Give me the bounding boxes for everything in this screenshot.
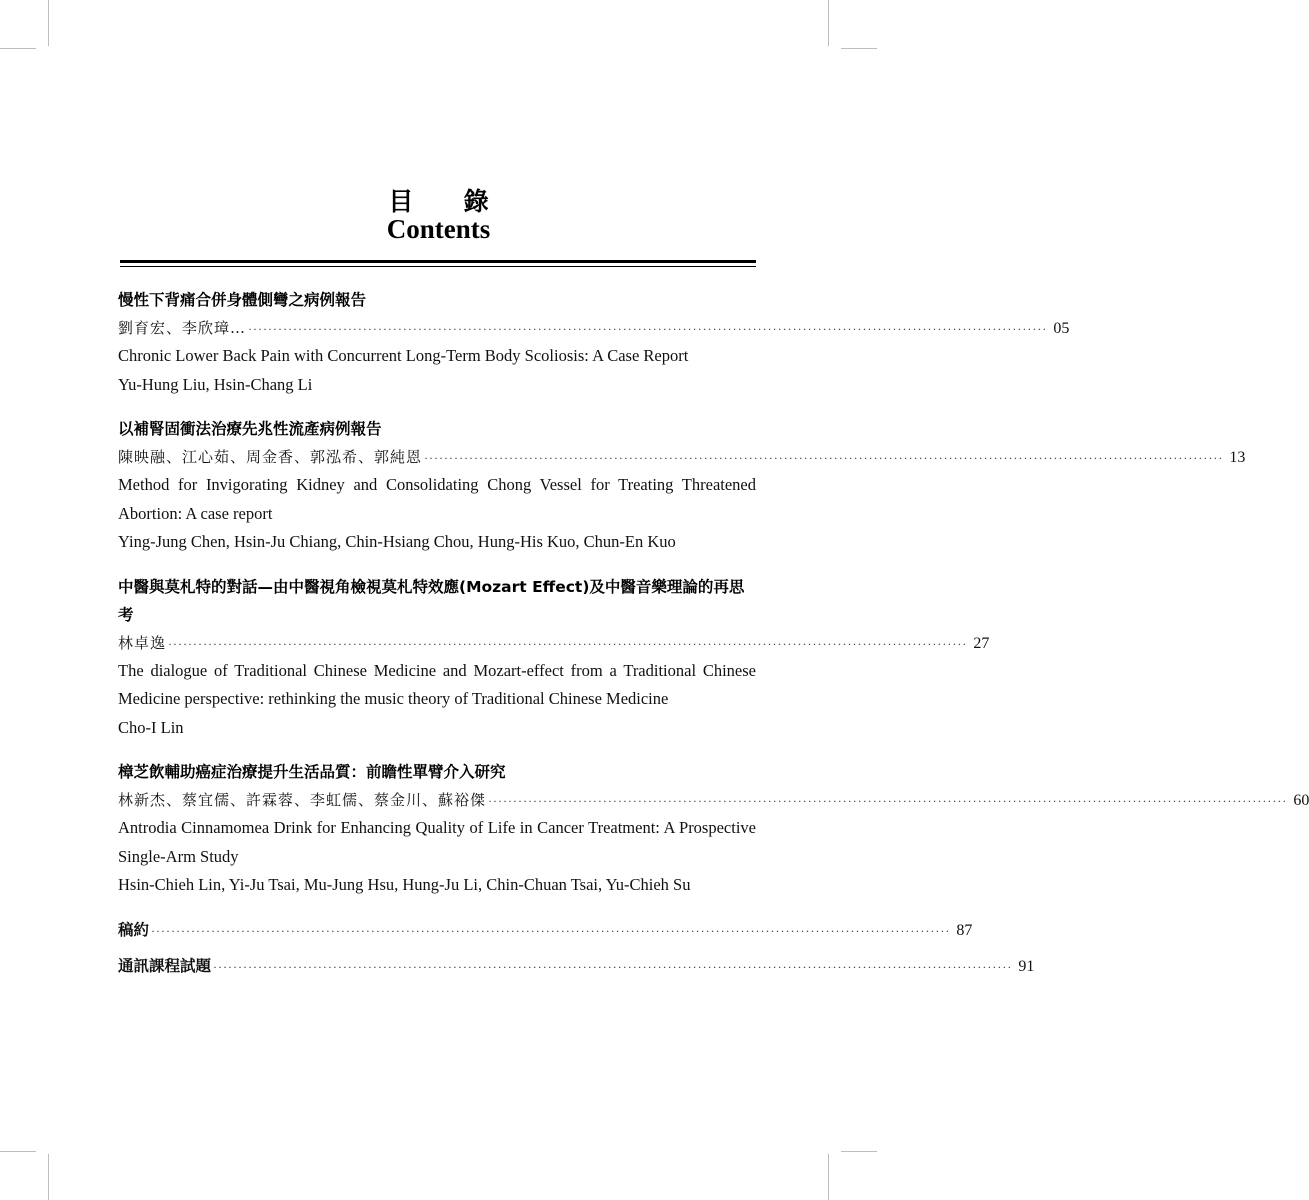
entry-page-number[interactable]: 13 — [1229, 449, 1246, 466]
entry-page-number[interactable]: 27 — [973, 634, 990, 652]
title-divider-thin — [120, 266, 756, 267]
dot-leader: ································································································································································ — [151, 923, 951, 938]
dot-leader: ································································································································································ — [424, 451, 1224, 465]
entry-authors-english: Hsin-Chieh Lin, Yi-Ju Tsai, Mu-Jung Hsu, Hung-Ju Li, Chin-Chuan Tsai, Yu-Chieh Su — [118, 875, 691, 894]
entry-authors-chinese: 劉育宏、李欣璋… — [118, 319, 247, 337]
misc-item-page-number[interactable]: 91 — [1018, 957, 1035, 975]
toc-entry — [118, 415, 1246, 557]
entry-title-chinese[interactable]: 慢性下背痛合併身體側彎之病例報告 — [118, 291, 367, 309]
entry-authors-english: Cho-I Lin — [118, 717, 184, 737]
entry-authors-chinese: 林卓逸 — [118, 633, 167, 652]
misc-item-label[interactable]: 通訊課程試題 — [118, 956, 212, 975]
misc-item-page-number[interactable]: 87 — [956, 921, 973, 939]
entry-authors-english: Ying-Jung Chen, Hsin-Ju Chiang, Chin-Hsiang Chou, Hung-His Kuo, Chun-En Kuo — [118, 532, 676, 551]
toc-entry — [118, 573, 990, 743]
crop-mark — [48, 1154, 49, 1200]
entry-page-number[interactable]: 05 — [1053, 320, 1070, 337]
page-title-chinese: 目 錄 — [388, 189, 511, 216]
entry-title-english[interactable]: Method for Invigorating Kidney and Consolidating Chong Vessel for Treating Threatened Abortion: A case report — [118, 475, 756, 523]
entry-author-line — [118, 443, 1246, 471]
entry-authors-english: Yu-Hung Liu, Hsin-Chang Li — [118, 374, 313, 394]
entry-title-english[interactable]: The dialogue of Traditional Chinese Medicine and Mozart-effect from a Traditional Chinese Medicine perspective: rethinking the music theory of Traditional Chinese Medicine — [118, 660, 756, 708]
crop-mark — [841, 48, 877, 49]
entry-authors-chinese: 林新杰、蔡宜儒、許霖蓉、李虹儒、蔡金川、蘇裕傑 — [118, 791, 487, 809]
dot-leader: ································································································································································ — [168, 636, 968, 651]
dot-leader: ································································································································································ — [248, 322, 1048, 336]
entry-page-number[interactable]: 60 — [1293, 792, 1309, 809]
toc-entry — [118, 286, 1070, 399]
entry-author-line — [118, 786, 1309, 814]
entry-title-english[interactable]: Antrodia Cinnamomea Drink for Enhancing Quality of Life in Cancer Treatment: A Prospective Single-Arm Study — [118, 818, 756, 866]
crop-mark — [841, 1151, 877, 1152]
dot-leader: ································································································································································ — [488, 794, 1288, 808]
contents-list — [118, 286, 1309, 988]
misc-item-label[interactable]: 稿約 — [118, 920, 150, 939]
toc-misc-item — [118, 952, 1035, 980]
entry-authors-chinese: 陳映融、江心茹、周金香、郭泓希、郭純恩 — [118, 448, 423, 466]
crop-mark — [828, 1154, 829, 1200]
crop-mark — [48, 0, 49, 46]
toc-misc-item — [118, 916, 973, 944]
entry-title-chinese[interactable]: 中醫與莫札特的對話—由中醫視角檢視莫札特效應(Mozart Effect)及中醫音樂理論的再思考 — [118, 577, 745, 624]
title-divider-thick — [120, 260, 756, 263]
entry-author-line — [118, 629, 990, 657]
entry-author-line — [118, 314, 1070, 342]
entry-title-english[interactable]: Chronic Lower Back Pain with Concurrent Long-Term Body Scoliosis: A Case Report — [118, 346, 689, 365]
entry-title-chinese[interactable]: 樟芝飲輔助癌症治療提升生活品質：前瞻性單臂介入研究 — [118, 763, 506, 781]
crop-mark — [0, 1151, 36, 1152]
toc-entry — [118, 758, 1309, 900]
page-title-english: Contents — [386, 214, 491, 244]
dot-leader: ································································································································································ — [213, 959, 1013, 974]
crop-mark — [828, 0, 829, 46]
crop-mark — [0, 48, 36, 49]
entry-title-chinese[interactable]: 以補腎固衝法治療先兆性流產病例報告 — [118, 420, 382, 438]
